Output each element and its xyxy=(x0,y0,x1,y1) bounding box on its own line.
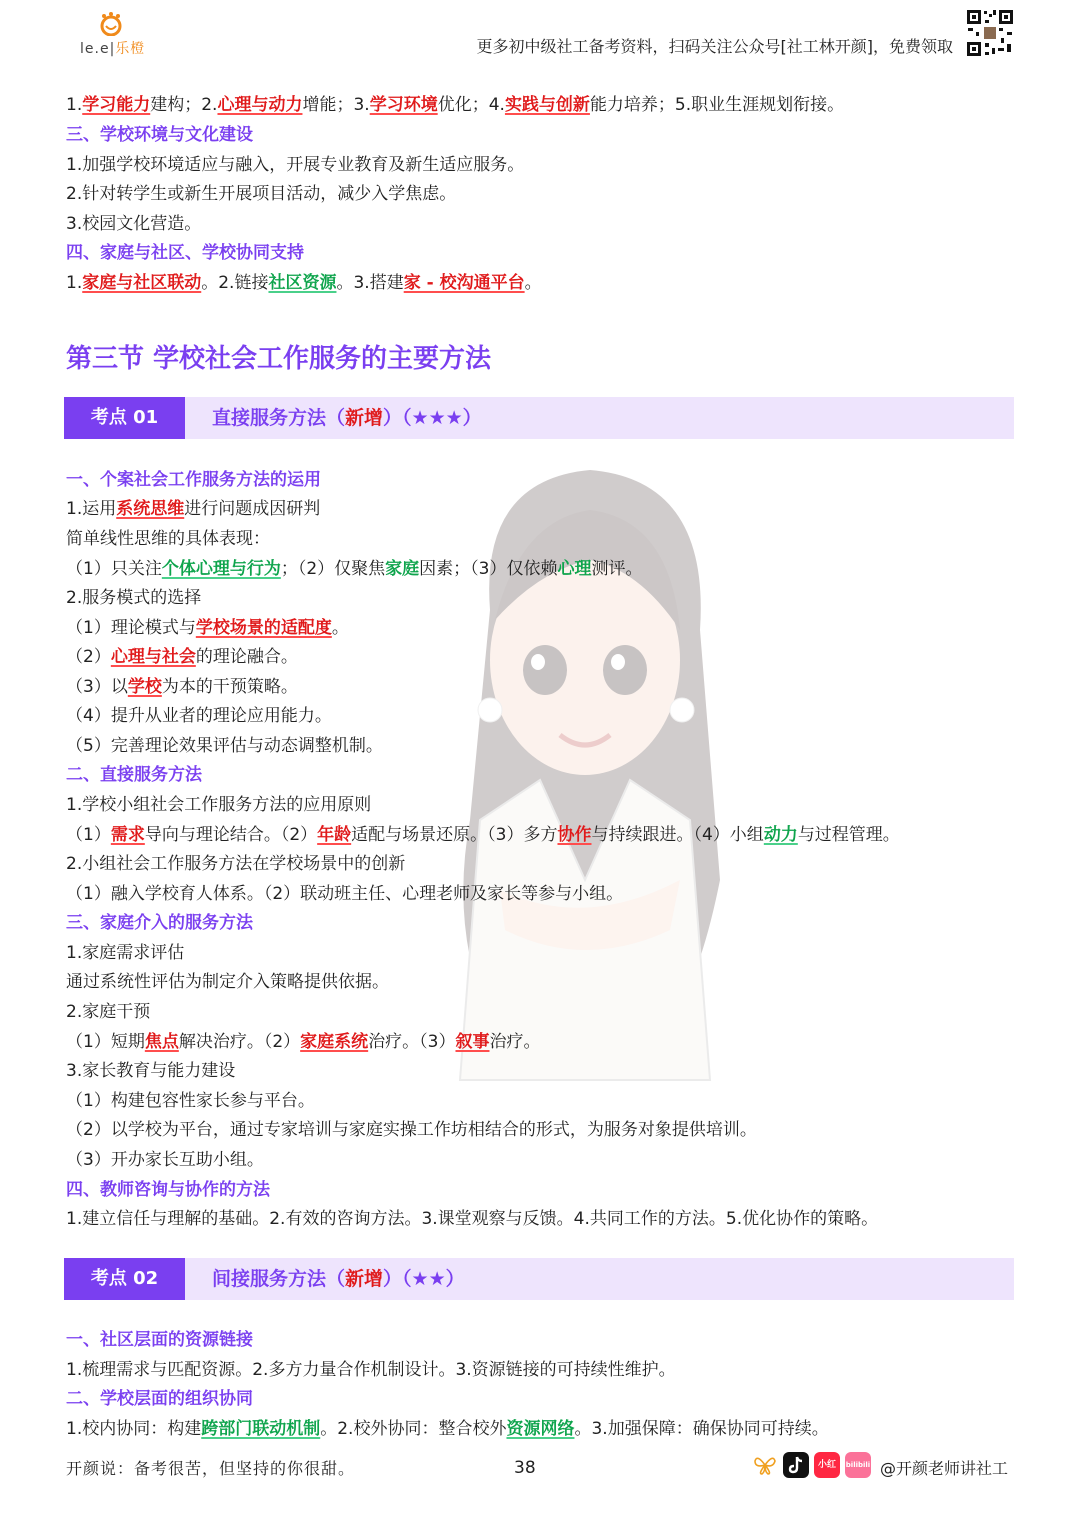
kaodian-tag: 考点 01 xyxy=(64,397,185,439)
text-line: （2）以学校为平台，通过专家培训与家庭实操工作坊相结合的形式，为服务对象提供培训。 xyxy=(66,1120,757,1140)
subheading-community-resources: 一、社区层面的资源链接 xyxy=(66,1330,253,1350)
footer-handle: @开颜老师讲社工 xyxy=(880,1459,1009,1478)
keyword: 学习能力 xyxy=(82,95,151,115)
footer-motto: 开颜说：备考很苦，但坚持的你很甜。 xyxy=(66,1459,356,1478)
page-header xyxy=(0,0,1080,70)
text-line: 2.针对转学生或新生开展项目活动，减少入学焦虑。 xyxy=(66,184,457,204)
sun-logo-icon xyxy=(98,12,124,36)
keyword: 学习环境 xyxy=(369,95,438,115)
keyword: 心理与社会 xyxy=(110,647,196,667)
keyword: 焦点 xyxy=(144,1032,179,1052)
keyword: 学校 xyxy=(127,677,162,697)
keyword: 社区资源 xyxy=(268,273,337,293)
text-line: 1.梳理需求与匹配资源。2.多方力量合作机制设计。3.资源链接的可持续性维护。 xyxy=(66,1360,676,1380)
text-line: 3.家长教育与能力建设 xyxy=(66,1061,236,1081)
section-title: 第三节 学校社会工作服务的主要方法 xyxy=(66,344,492,374)
subheading-teacher-consult: 四、教师咨询与协作的方法 xyxy=(66,1180,270,1200)
keyword: 动力 xyxy=(763,825,798,845)
text-line: （1）构建包容性家长参与平台。 xyxy=(66,1091,315,1111)
text-line: 1.建立信任与理解的基础。2.有效的咨询方法。3.课堂观察与反馈。4.共同工作的方法。5.优化协作的策略。 xyxy=(66,1209,879,1229)
line-learning-ability: 1.学习能力建构；2.心理与动力增能；3.学习环境优化；4.实践与创新能力培养；5.职业生涯规划衔接。 xyxy=(66,95,845,115)
keyword: 资源网络 xyxy=(506,1419,575,1439)
page-number: 38 xyxy=(514,1458,536,1478)
keyword: 心理与动力 xyxy=(217,95,303,115)
kaodian-title: 间接服务方法（新增）（★★） xyxy=(212,1268,465,1290)
kaodian-tag: 考点 02 xyxy=(64,1258,185,1300)
line-model-fit: （1）理论模式与学校场景的适配度。 xyxy=(66,618,349,638)
keyword: 跨部门联动机制 xyxy=(201,1419,321,1439)
keyword: 家庭系统 xyxy=(300,1032,369,1052)
subheading-direct-service: 二、直接服务方法 xyxy=(66,765,202,785)
qr-code-icon[interactable] xyxy=(965,8,1015,58)
line-systems-thinking: 1.运用系统思维进行问题成因研判 xyxy=(66,499,321,519)
bilibili-icon[interactable]: bilibili xyxy=(845,1452,871,1478)
text-line: 2.服务模式的选择 xyxy=(66,588,202,608)
kaodian-title: 直接服务方法（新增）（★★★） xyxy=(212,407,482,429)
line-school-based: （3）以学校为本的干预策略。 xyxy=(66,677,298,697)
text-line: 1.家庭需求评估 xyxy=(66,943,185,963)
keyword: 叙事 xyxy=(455,1032,490,1052)
keyword: 家 - 校沟通平台 xyxy=(403,273,525,293)
text-line: （1）融入学校育人体系。（2）联动班主任、心理老师及家长等参与小组。 xyxy=(66,884,624,904)
cartoon-teacher-watermark xyxy=(420,460,740,1090)
line-psych-social: （2）心理与社会的理论融合。 xyxy=(66,647,298,667)
brand-logo xyxy=(80,12,146,57)
text-line: 3.校园文化营造。 xyxy=(66,214,202,234)
keyword: 实践与创新 xyxy=(504,95,590,115)
subheading-family-intervention: 三、家庭介入的服务方法 xyxy=(66,913,253,933)
text-line: 2.小组社会工作服务方法在学校场景中的创新 xyxy=(66,854,406,874)
keyword: 协作 xyxy=(557,825,592,845)
line-family-community: 1.家庭与社区联动。2.链接社区资源。3.搭建家 - 校沟通平台。 xyxy=(66,273,542,293)
xiaohongshu-icon[interactable]: 小红书 xyxy=(814,1452,840,1478)
kaodian-02-bar xyxy=(64,1258,1014,1300)
text-line: 通过系统性评估为制定介入策略提供依据。 xyxy=(66,972,389,992)
text-line: （3）开办家长互助小组。 xyxy=(66,1150,264,1170)
keyword: 家庭与社区联动 xyxy=(82,273,202,293)
keyword: 系统思维 xyxy=(116,499,185,519)
subheading-casework: 一、个案社会工作服务方法的运用 xyxy=(66,470,321,490)
line-linear-thinking: （1）只关注个体心理与行为；（2）仅聚焦家庭因素；（3）仅依赖心理测评。 xyxy=(66,559,643,579)
text-line: 2.家庭干预 xyxy=(66,1002,151,1022)
text-line: 简单线性思维的具体表现： xyxy=(66,529,270,549)
line-group-principles: （1）需求导向与理论结合。（2）年龄适配与场景还原。（3）多方协作与持续跟进。（4）小组动力与过程管理。 xyxy=(66,825,900,845)
keyword: 需求 xyxy=(110,825,145,845)
subheading-school-coordination: 二、学校层面的组织协同 xyxy=(66,1389,253,1409)
logo-text: le.e|乐橙 xyxy=(80,41,146,57)
text-line: 1.学校小组社会工作服务方法的应用原则 xyxy=(66,795,372,815)
keyword: 个体心理与行为 xyxy=(161,559,281,579)
text-line: 1.加强学校环境适应与融入，开展专业教育及新生适应服务。 xyxy=(66,155,525,175)
text-line: （4）提升从业者的理论应用能力。 xyxy=(66,706,332,726)
line-coordination: 1.校内协同：构建跨部门联动机制。2.校外协同：整合校外资源网络。3.加强保障：确保协同可持续。 xyxy=(66,1419,829,1439)
subheading-family-community: 四、家庭与社区、学校协同支持 xyxy=(66,243,304,263)
line-family-therapy: （1）短期焦点解决治疗。（2）家庭系统治疗。（3）叙事治疗。 xyxy=(66,1032,541,1052)
kaodian-01-bar xyxy=(64,397,1014,439)
keyword: 心理 xyxy=(557,559,592,579)
keyword: 学校场景的适配度 xyxy=(195,618,332,638)
keyword: 家庭 xyxy=(385,559,420,579)
butterfly-icon[interactable] xyxy=(752,1452,778,1478)
tiktok-icon[interactable] xyxy=(783,1452,809,1478)
header-promo-text: 更多初中级社工备考资料，扫码关注公众号[社工林开颜]，免费领取 xyxy=(476,37,953,56)
text-line: （5）完善理论效果评估与动态调整机制。 xyxy=(66,736,383,756)
keyword: 年龄 xyxy=(317,825,352,845)
subheading-school-environment: 三、学校环境与文化建设 xyxy=(66,125,253,145)
